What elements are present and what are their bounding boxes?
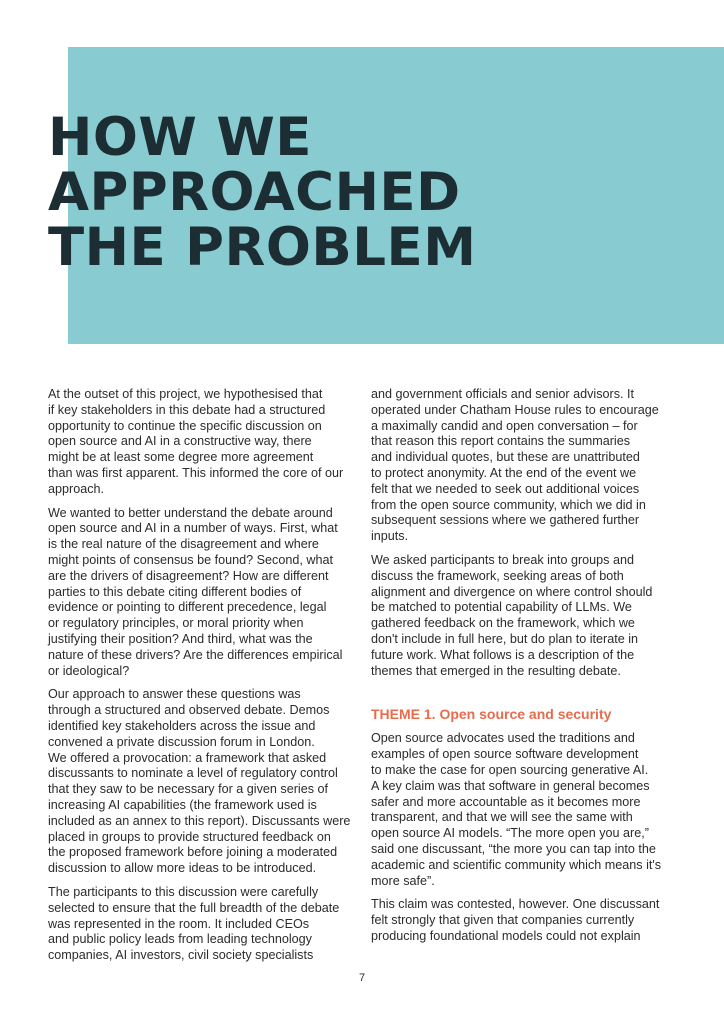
right-column (371, 387, 683, 953)
text-line: approach. (48, 481, 105, 496)
page-title (48, 107, 477, 278)
text-line: subsequent sessions where we gathered further (371, 513, 640, 528)
text-line: that reason this report contains the summaries (371, 434, 630, 449)
text-line: inputs. (371, 529, 409, 544)
text-line: or ideological? (48, 663, 130, 678)
text-line: if key stakeholders in this debate had a structured (48, 402, 326, 417)
text-line: included as an annex to this report). Discussants were (48, 813, 351, 828)
text-line: convened a private discussion forum in London. (48, 734, 315, 749)
text-line: We offered a provocation: a framework that asked (48, 750, 327, 765)
text-line: and individual quotes, but these are unattributed (371, 450, 640, 465)
text-line: a maximally candid and open conversation – for (371, 418, 638, 433)
text-line: be matched to potential capability of LLMs. We (371, 600, 632, 615)
text-line: increasing AI capabilities (the framework used is (48, 797, 317, 812)
text-line: opportunity to continue the specific discussion on (48, 418, 322, 433)
text-line: The participants to this discussion were carefully (48, 884, 319, 899)
text-line: to make the case for open sourcing generative AI. (371, 762, 649, 777)
paragraph (371, 731, 683, 889)
paragraph (371, 897, 683, 944)
text-line: and government officials and senior advisors. It (371, 387, 634, 401)
text-line: justifying their position? And third, what was the (48, 631, 313, 646)
text-line: selected to ensure that the full breadth of the debate (48, 900, 340, 915)
paragraph (48, 885, 360, 964)
paragraph (48, 506, 360, 680)
text-line: Our approach to answer these questions was (48, 687, 301, 702)
paragraph (48, 687, 360, 877)
text-line: the proposed framework before joining a moderated (48, 845, 338, 860)
text-line: open source AI models. “The more open you are,” (371, 826, 649, 841)
text-line: through a structured and observed debate. Demos (48, 703, 330, 718)
left-column (48, 387, 360, 972)
text-line: felt that we needed to seek out additional voices (371, 481, 640, 496)
paragraph (371, 553, 683, 679)
text-line: nature of these drivers? Are the differences empirical (48, 647, 343, 662)
text-line: Open source advocates used the traditions and (371, 731, 635, 746)
text-line: might points of consensus be found? Second, what (48, 552, 333, 567)
text-line: or regulatory principles, or moral priority when (48, 616, 304, 631)
text-line: to protect anonymity. At the end of the event we (371, 465, 637, 480)
text-line: A key claim was that software in general becomes (371, 778, 650, 793)
text-line: discuss the framework, seeking areas of both (371, 568, 624, 583)
text-line: than was first apparent. This informed the core of our (48, 465, 344, 480)
text-line: This claim was contested, however. One discussant (371, 897, 660, 912)
theme-heading: THEME 1. Open source and security (371, 706, 612, 723)
text-line: companies, AI investors, civil society specialists (48, 948, 314, 963)
text-line: that they saw to be necessary for a given series of (48, 782, 329, 797)
text-line: from the open source community, which we did in (371, 497, 646, 512)
text-line: evidence or pointing to different precedence, legal (48, 600, 327, 615)
text-line: alignment and divergence on where control should (371, 584, 653, 599)
text-line: operated under Chatham House rules to encourage (371, 402, 659, 417)
text-line: is the real nature of the disagreement and where (48, 537, 319, 552)
text-line: said one discussant, “the more you can tap into the (371, 841, 656, 856)
text-line: more safe”. (371, 873, 435, 888)
text-line: academic and scientific community which means it's (371, 857, 662, 872)
text-line: transparent, and that we will see the same with (371, 810, 633, 825)
text-line: and public policy leads from leading technology (48, 932, 312, 947)
text-line: felt strongly that given that companies currently (371, 913, 635, 928)
title-line: HOW WE (48, 107, 312, 168)
text-line: themes that emerged in the resulting debate. (371, 663, 621, 678)
text-line: identified key stakeholders across the issue and (48, 718, 316, 733)
text-line: discussants to nominate a level of regulatory control (48, 766, 338, 781)
text-line: future work. What follows is a description of the (371, 647, 635, 662)
text-line: gathered feedback on the framework, which we (371, 616, 635, 631)
paragraph (371, 387, 683, 545)
text-line: We asked participants to break into groups and (371, 552, 634, 567)
right-column-theme-body (371, 731, 683, 944)
text-line: At the outset of this project, we hypothesised that (48, 387, 323, 401)
title-line: THE PROBLEM (48, 217, 477, 278)
text-line: examples of open source software development (371, 747, 639, 762)
text-line: safer and more accountable as it becomes more (371, 794, 641, 809)
text-line: discussion to allow more ideas to be introduced. (48, 861, 317, 876)
right-column-intro (371, 387, 683, 679)
text-line: are the drivers of disagreement? How are different (48, 568, 329, 583)
text-line: open source and AI in a constructive way, there (48, 434, 312, 449)
text-line: placed in groups to provide structured feedback on (48, 829, 331, 844)
text-line: open source and AI in a number of ways. First, what (48, 521, 338, 536)
text-line: We wanted to better understand the debate around (48, 505, 333, 520)
text-line: don't include in full here, but do plan to iterate in (371, 631, 639, 646)
title-line: APPROACHED (48, 162, 461, 223)
paragraph (48, 387, 360, 498)
text-line: producing foundational models could not explain (371, 928, 641, 943)
text-line: was represented in the room. It included CEOs (48, 916, 310, 931)
page-number: 7 (358, 972, 366, 984)
text-line: might be at least some degree more agreement (48, 450, 314, 465)
text-line: parties to this debate citing different bodies of (48, 584, 302, 599)
